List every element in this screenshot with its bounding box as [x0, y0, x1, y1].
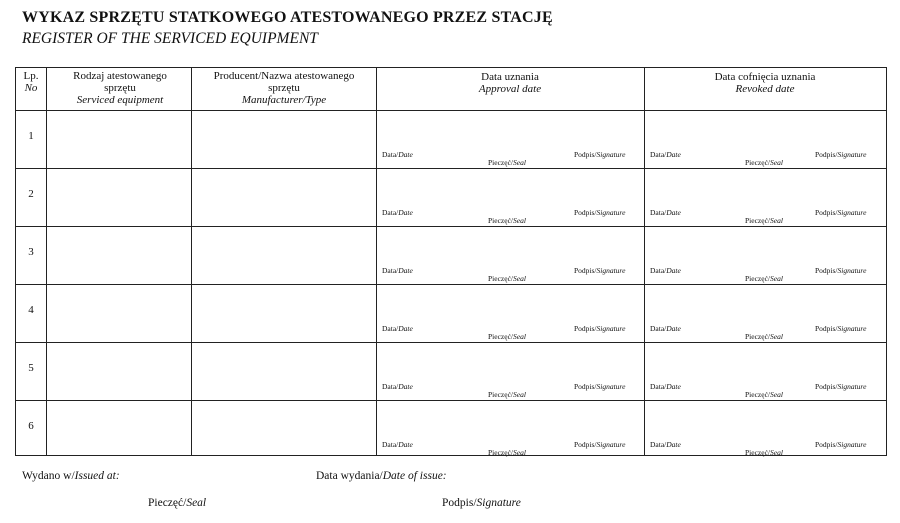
date-of-issue-label: Data wydania/Date of issue:: [316, 470, 447, 482]
issued-at-label: Wydano w/Issued at:: [22, 470, 120, 482]
revoked-date-label: Data/Date: [650, 440, 681, 449]
revoked-seal-label: Pieczęć/Seal: [745, 390, 783, 399]
table-row: [16, 168, 886, 226]
approval-date-label: Data/Date: [382, 150, 413, 159]
header-revoked-en: Revoked date: [735, 83, 795, 95]
approval-seal-label: Pieczęć/Seal: [488, 390, 526, 399]
approval-date-label: Data/Date: [382, 440, 413, 449]
row-number: 1: [28, 130, 34, 142]
table-row: [16, 226, 886, 284]
row-number: 4: [28, 304, 34, 316]
approval-date-label: Data/Date: [382, 208, 413, 217]
footer-seal-label: Pieczęć/Seal: [148, 497, 207, 509]
revoked-signature-label: Podpis/Signature: [815, 150, 867, 159]
table-row: [16, 342, 886, 400]
revoked-date-label: Data/Date: [650, 382, 681, 391]
revoked-signature-label: Podpis/Signature: [815, 382, 867, 391]
header-lp-en: No: [24, 82, 38, 94]
header-manufacturer-en: Manufacturer/Type: [241, 94, 327, 106]
revoked-signature-label: Podpis/Signature: [815, 324, 867, 333]
header-equipment-en: Serviced equipment: [76, 94, 164, 106]
table-row: [16, 400, 886, 458]
header-revoked: [644, 68, 886, 110]
page-title: WYKAZ SPRZĘTU STATKOWEGO ATESTOWANEGO PRZEZ STACJĘ: [22, 9, 553, 26]
header-revoked-pl: Data cofnięcia uznania: [714, 71, 816, 83]
approval-date-label: Data/Date: [382, 324, 413, 333]
row-number: 6: [28, 420, 34, 432]
header-approval-en: Approval date: [478, 83, 542, 95]
revoked-signature-label: Podpis/Signature: [815, 266, 867, 275]
header-lp: [16, 68, 46, 110]
page-subtitle: REGISTER OF THE SERVICED EQUIPMENT: [22, 30, 318, 47]
revoked-seal-label: Pieczęć/Seal: [745, 274, 783, 283]
revoked-signature-label: Podpis/Signature: [815, 440, 867, 449]
approval-date-label: Data/Date: [382, 382, 413, 391]
approval-seal-label: Pieczęć/Seal: [488, 332, 526, 341]
revoked-date-label: Data/Date: [650, 150, 681, 159]
row-number: 3: [28, 246, 34, 258]
header-manufacturer-pl: Producent/Nazwa atestowanego sprzętu: [213, 70, 355, 94]
revoked-date-label: Data/Date: [650, 266, 681, 275]
table-row: [16, 284, 886, 342]
approval-signature-label: Podpis/Signature: [574, 208, 626, 217]
revoked-seal-label: Pieczęć/Seal: [745, 158, 783, 167]
approval-signature-label: Podpis/Signature: [574, 440, 626, 449]
register-table: [15, 67, 887, 456]
table-row: [16, 110, 886, 168]
approval-seal-label: Pieczęć/Seal: [488, 158, 526, 167]
header-equipment-pl: Rodzaj atestowanego sprzętu: [73, 70, 167, 94]
revoked-signature-label: Podpis/Signature: [815, 208, 867, 217]
header-approval: [376, 68, 644, 110]
revoked-date-label: Data/Date: [650, 208, 681, 217]
approval-signature-label: Podpis/Signature: [574, 324, 626, 333]
revoked-seal-label: Pieczęć/Seal: [745, 448, 783, 457]
approval-seal-label: Pieczęć/Seal: [488, 448, 526, 457]
header-lp-pl: Lp.: [23, 70, 39, 82]
header-approval-pl: Data uznania: [481, 71, 539, 83]
footer-signature-label: Podpis/Signature: [442, 497, 521, 509]
row-number: 2: [28, 188, 34, 200]
revoked-date-label: Data/Date: [650, 324, 681, 333]
row-number: 5: [28, 362, 34, 374]
approval-signature-label: Podpis/Signature: [574, 150, 626, 159]
approval-signature-label: Podpis/Signature: [574, 266, 626, 275]
approval-seal-label: Pieczęć/Seal: [488, 216, 526, 225]
approval-signature-label: Podpis/Signature: [574, 382, 626, 391]
revoked-seal-label: Pieczęć/Seal: [745, 332, 783, 341]
header-manufacturer: [202, 68, 366, 110]
header-equipment: [60, 68, 180, 110]
revoked-seal-label: Pieczęć/Seal: [745, 216, 783, 225]
approval-date-label: Data/Date: [382, 266, 413, 275]
approval-seal-label: Pieczęć/Seal: [488, 274, 526, 283]
